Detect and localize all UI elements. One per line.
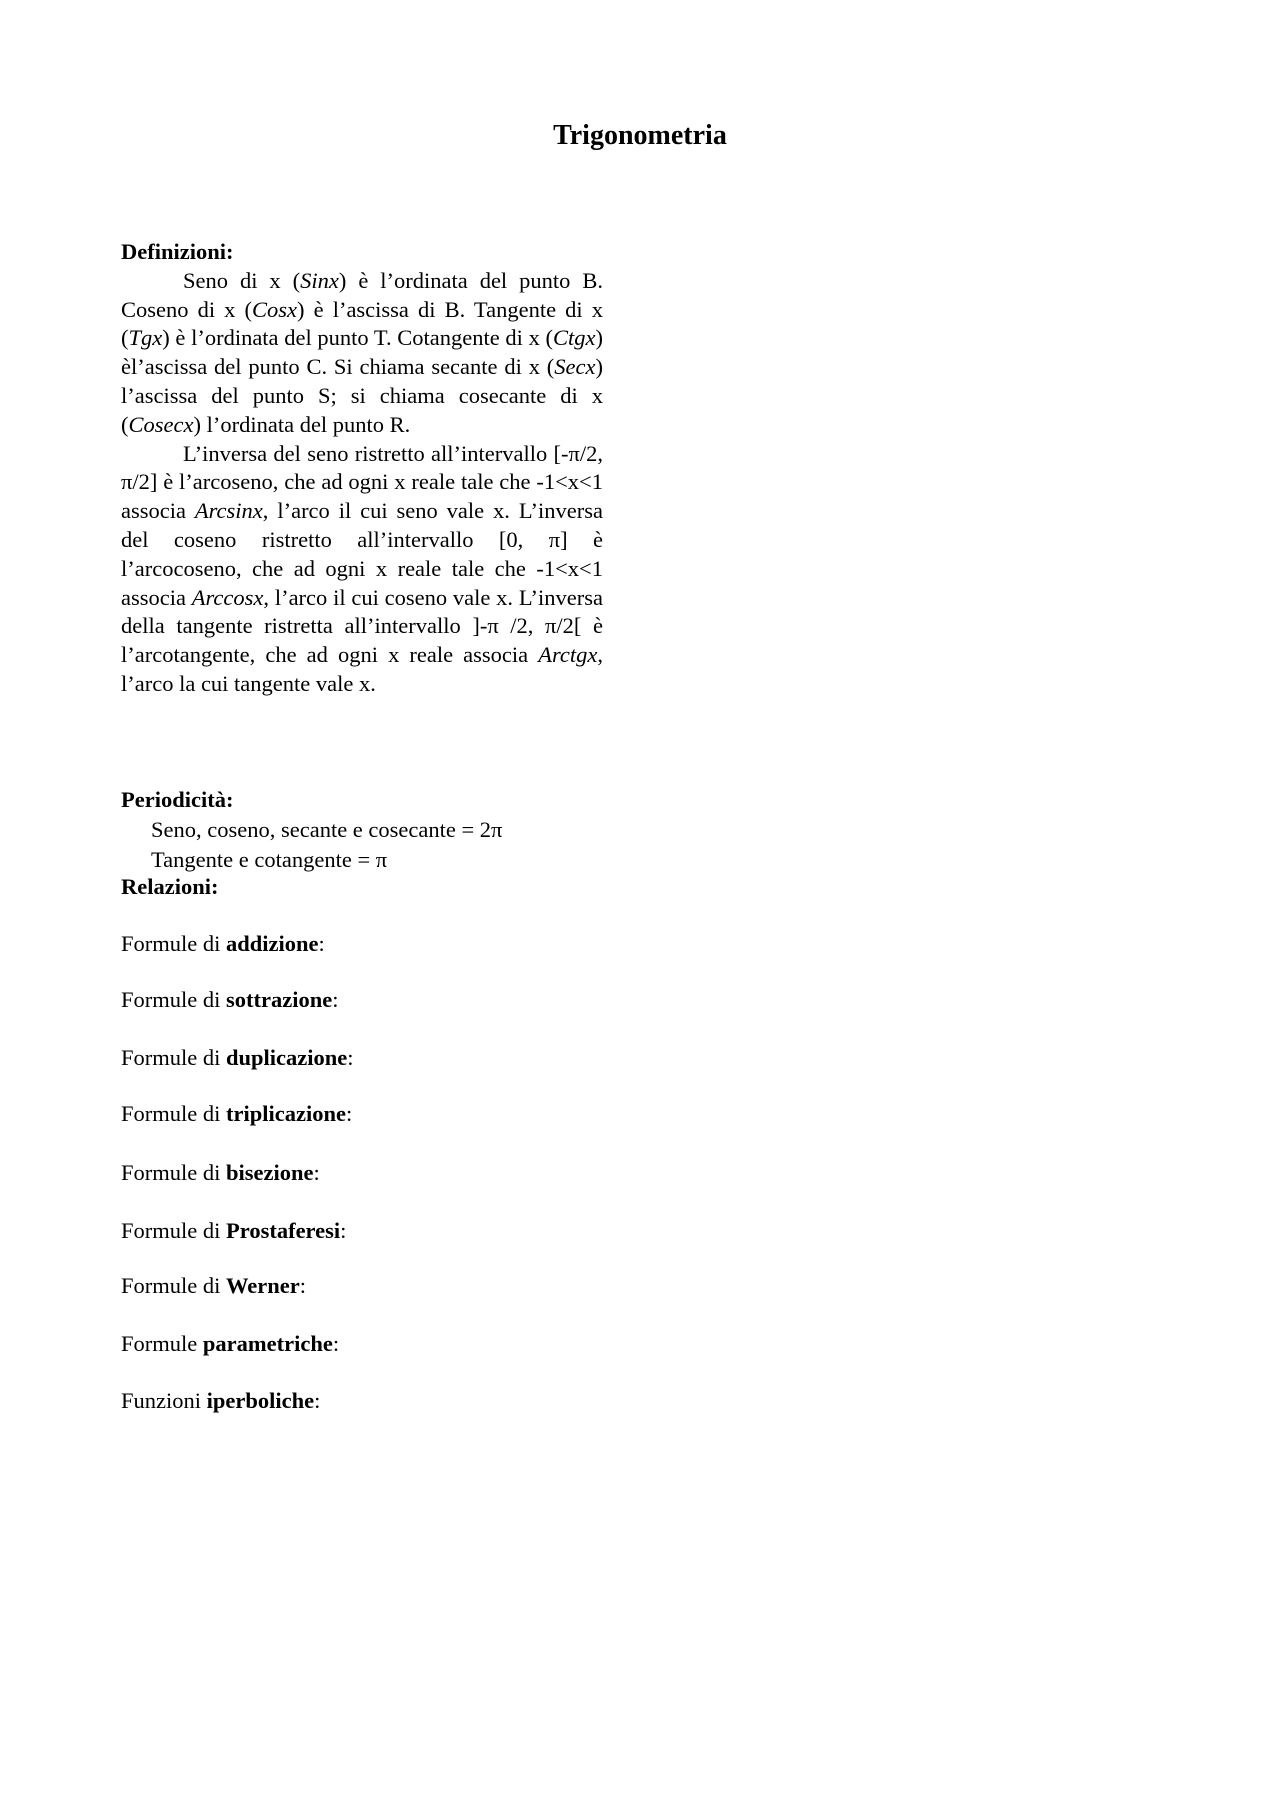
formula-suffix: :	[345, 1101, 353, 1126]
definitions-heading: Definizioni:	[121, 239, 234, 264]
formula-item	[121, 1272, 306, 1300]
formula-prefix: Formule di	[121, 987, 226, 1012]
formula-suffix: :	[313, 1160, 320, 1185]
formula-keyword: parametriche	[202, 1331, 333, 1356]
formula-keyword: bisezione	[226, 1160, 314, 1185]
periodicity-line-2: Tangente e cotangente = π	[151, 847, 388, 872]
formula-keyword: iperboliche	[206, 1388, 315, 1413]
text-run: ) l’ordinata del punto R.	[193, 411, 411, 437]
formula-item	[121, 1217, 346, 1245]
text-run: L’inversa del seno ristretto all’intervallo [-π/2, π/2] è l’arcoseno, che ad ogni x reale tale che -1<x<1 associa	[121, 440, 603, 524]
function-name: Secx	[554, 354, 596, 380]
formula-prefix: Formule di	[121, 1160, 226, 1185]
periodicity-heading: Periodicità:	[121, 787, 234, 812]
formula-keyword: sottrazione	[226, 987, 333, 1012]
formula-item	[121, 986, 338, 1014]
formula-suffix: :	[314, 1388, 321, 1413]
formula-keyword: Prostaferesi	[226, 1218, 341, 1243]
formula-suffix: :	[340, 1218, 347, 1243]
formula-prefix: Formule di	[121, 1045, 226, 1070]
formula-suffix: :	[299, 1273, 306, 1298]
text-run: ) è l’ascissa di B. Tangente di x (	[121, 296, 603, 351]
text-run: ) l’ascissa del punto S; si chiama cosecante di x (	[121, 354, 603, 437]
formula-prefix: Formule di	[121, 931, 226, 956]
function-name: Cosecx	[128, 411, 194, 437]
formula-item	[121, 1330, 339, 1358]
text-run: , l’arco il cui seno vale x. L’inversa del coseno ristretto all’intervallo [0, π] è l’arcocoseno, che ad ogni x reale tale che -1<x<1 associa	[121, 498, 603, 610]
text-run: ) è l’ordinata del punto B. Coseno di x (	[121, 267, 603, 322]
text-run: , l’arco il cui coseno vale x. L’inversa della tangente ristretta all’intervallo ]-π /2, π/2[ è l’arcotangente, che ad ogni x reale associa	[121, 584, 603, 668]
definitions-section	[121, 238, 603, 699]
formula-prefix: Formule	[121, 1331, 203, 1356]
formula-keyword: Werner	[226, 1273, 300, 1298]
function-name: Tgx	[128, 325, 163, 351]
formula-prefix: Formule di	[121, 1101, 226, 1126]
formula-suffix: :	[347, 1045, 354, 1070]
formula-suffix: :	[332, 1331, 340, 1356]
text-run: Seno di x (	[183, 267, 301, 293]
text-run: ) èl’ascissa del punto C. Si chiama secante di x (	[121, 325, 603, 380]
formula-item	[121, 1100, 352, 1128]
formula-prefix: Formule di	[121, 1273, 226, 1298]
page-title: Trigonometria	[553, 120, 727, 151]
function-name: Ctgx	[553, 325, 596, 351]
formula-prefix: Funzioni	[121, 1388, 207, 1413]
formula-item	[121, 930, 325, 958]
formula-item	[121, 1044, 354, 1072]
function-name: Sinx	[300, 267, 339, 293]
formula-suffix: :	[318, 931, 325, 956]
periodicity-section	[121, 785, 603, 902]
function-name: Arctgx	[538, 642, 598, 668]
function-name: Arccosx	[191, 584, 264, 610]
relations-heading: Relazioni:	[121, 874, 219, 899]
formula-keyword: duplicazione	[226, 1045, 348, 1070]
formula-suffix: :	[332, 987, 339, 1012]
definitions-paragraph-1	[121, 267, 603, 440]
formula-keyword: addizione	[226, 931, 319, 956]
function-name: Arcsinx	[194, 498, 263, 524]
text-run: , l’arco la cui tangente vale x.	[121, 642, 603, 696]
periodicity-line-1: Seno, coseno, secante e cosecante = 2π	[151, 817, 503, 842]
formula-item	[121, 1387, 320, 1415]
formula-keyword: triplicazione	[226, 1101, 346, 1126]
function-name: Cosx	[252, 296, 298, 322]
definitions-paragraph-2	[121, 440, 603, 699]
text-run: ) è l’ordinata del punto T. Cotangente di x (	[162, 325, 553, 351]
formula-prefix: Formule di	[121, 1218, 226, 1243]
formula-item	[121, 1159, 320, 1187]
